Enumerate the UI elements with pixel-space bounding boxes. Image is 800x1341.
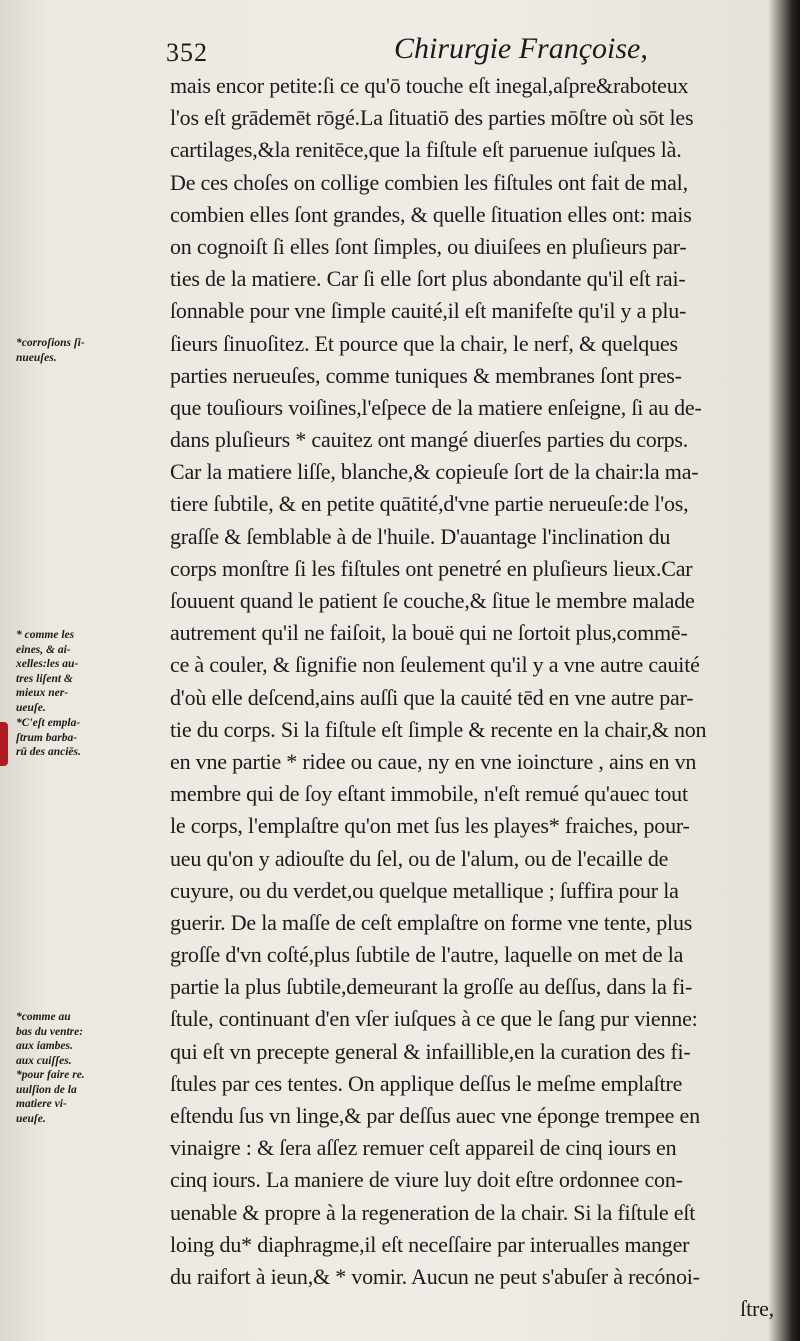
margin-note [16, 1068, 166, 1126]
text-line: ſouuent quand le patient ſe couche,& ſitue le membre malade [170, 588, 695, 613]
text-line: qui eſt vn precepte general & infaillible,en la curation des fi- [170, 1038, 691, 1064]
margin-note-line: eines, & ai- [16, 643, 71, 656]
text-line: le corps, l'emplaſtre qu'on met ſus les playes* fraiches, pour- [170, 813, 690, 839]
text-line: uenable & propre à la regeneration de la chair. Si la fiſtule eſt [170, 1199, 696, 1225]
margin-note-line: aux iambes. [16, 1040, 73, 1052]
text-line: en vne partie * ridee ou caue, ny en vne ioincture , ains en vn [170, 748, 697, 774]
text-line: tie du corps. Si la fiſtule eſt ſimple & recente en la chair,& non [170, 716, 707, 742]
text-line: que touſiours voiſines,l'eſpece de la matiere enſeigne, ſi au de- [170, 394, 702, 420]
text-line: on cognoiſt ſi elles ſont ſimples, ou diuiſees en pluſieurs par- [170, 233, 687, 259]
text-line: membre qui de ſoy eſtant immobile, n'eſt remué qu'auec tout [170, 781, 688, 807]
text-line: eſtendu ſus vn linge,& par deſſus auec vne éponge trempee en [170, 1103, 700, 1128]
text-line: l'os eſt grādemēt rōgé.La ſituatiō des parties mōſtre où sōt les [170, 105, 694, 131]
text-line: ueu qu'on y adiouſte du ſel, ou de l'alum, ou de l'ecaille de [170, 845, 669, 871]
margin-note-line: bas du ventre: [16, 1025, 84, 1038]
text-line: groſſe d'vn coſté,plus ſubtile de l'autre, laquelle on met de la [170, 942, 684, 968]
margin-note-line: * comme les [16, 629, 75, 641]
page-number: 352 [166, 38, 208, 67]
margin-note-line: matiere vi- [16, 1098, 67, 1110]
margin-note-line: *pour faire re. [16, 1069, 85, 1081]
text-line: loing du* diaphragme,il eſt neceſſaire par interualles manger [170, 1231, 690, 1257]
margin-note-line: ueuſe. [16, 1112, 46, 1125]
text-line: autrement qu'il ne faiſoit, la bouë qui ne ſortoit plus,commē- [170, 620, 688, 646]
text-line: cinq iours. La maniere de viure luy doit eſtre ordonnee con- [170, 1167, 683, 1193]
text-line: Car la matiere liſſe, blanche,& copieuſe ſort de la chair:la ma- [170, 459, 699, 485]
text-line: partie la plus ſubtile,demeurant la groſſe au deſſus, dans la fi- [170, 974, 693, 1000]
text-line: ſtules par ces tentes. On applique deſſus le meſme emplaſtre [170, 1070, 683, 1096]
text-line: ties de la matiere. Car ſi elle ſort plus abondante qu'il eſt rai- [170, 266, 686, 292]
margin-note-line: ueuſe. [16, 701, 46, 714]
text-line: guerir. De la maſſe de ceſt emplaſtre on forme vne tente, plus [170, 909, 693, 935]
text-line: graſſe & ſemblable à de l'huile. D'auantage l'inclination du [170, 523, 671, 549]
margin-note-line: nueuſes. [16, 351, 57, 364]
text-line: ſonnable pour vne ſimple cauité,il eſt manifeſte qu'il y a plu- [170, 298, 687, 324]
margin-note-line: uulſion de la [16, 1083, 77, 1096]
text-line: vinaigre : & ſera aſſez remuer ceſt appareil de cinq iours en [170, 1135, 677, 1161]
margin-note-line: ſtrum barba- [16, 731, 78, 744]
margin-note [16, 1010, 166, 1068]
text-line: De ces choſes on collige combien les fiſtules ont fait de mal, [170, 169, 688, 195]
text-line: ſtule, continuant d'en vſer iuſques à ce que le ſang pur vienne: [170, 1006, 698, 1032]
text-line: ce à couler, & ſignifie non ſeulement qu'il y a vne autre cauité [170, 652, 700, 678]
margin-note-line: *C'eſt empla- [16, 717, 81, 729]
margin-note-line: rū des anciēs. [16, 746, 81, 758]
text-line: parties nerueuſes, comme tuniques & membranes ſont pres- [170, 362, 682, 388]
margin-note-line: aux cuiſſes. [16, 1054, 72, 1067]
catchword: ſtre, [740, 1296, 774, 1322]
margin-notes [0, 0, 168, 1341]
text-line: dans pluſieurs * cauitez ont mangé diuerſes parties du corps. [170, 427, 689, 453]
margin-note-line: xelles:les au- [16, 658, 79, 670]
text-line: tiere ſubtile, & en petite quātité,d'vne partie nerueuſe:de l'os, [170, 491, 689, 517]
text-line: du raifort à ieun,& * vomir. Aucun ne peut s'abuſer à recónoi- [170, 1263, 700, 1289]
margin-note [16, 336, 166, 365]
text-line: cartilages,&la renitēce,que la fiſtule eſt paruenue iuſques là. [170, 137, 682, 163]
text-line: cuyure, ou du verdet,ou quelque metallique ; ſuffira pour la [170, 877, 679, 903]
margin-note-line: *corroſions ſi- [16, 337, 85, 349]
text-line: combien elles ſont grandes, & quelle ſituation elles ont: mais [170, 201, 692, 227]
margin-note-line: tres liſent & [16, 672, 73, 685]
text-line: mais encor petite:ſi ce qu'ō touche eſt inegal,aſpre&raboteux [170, 73, 689, 98]
page-header [166, 28, 786, 72]
margin-note-line: mieux ner- [16, 687, 69, 699]
margin-note [16, 628, 166, 715]
running-title: Chirurgie Françoise, [394, 32, 648, 65]
main-text [170, 70, 788, 1325]
margin-note [16, 716, 166, 760]
margin-note-line: *comme au [16, 1011, 71, 1023]
text-line: ſieurs ſinuoſitez. Et pource que la chair, le nerf, & quelques [170, 330, 678, 356]
text-line: corps monſtre ſi les fiſtules ont penetré en pluſieurs lieux.Car [170, 555, 693, 581]
text-line: d'où elle deſcend,ains auſſi que la cauité tēd en vne autre par- [170, 684, 694, 710]
